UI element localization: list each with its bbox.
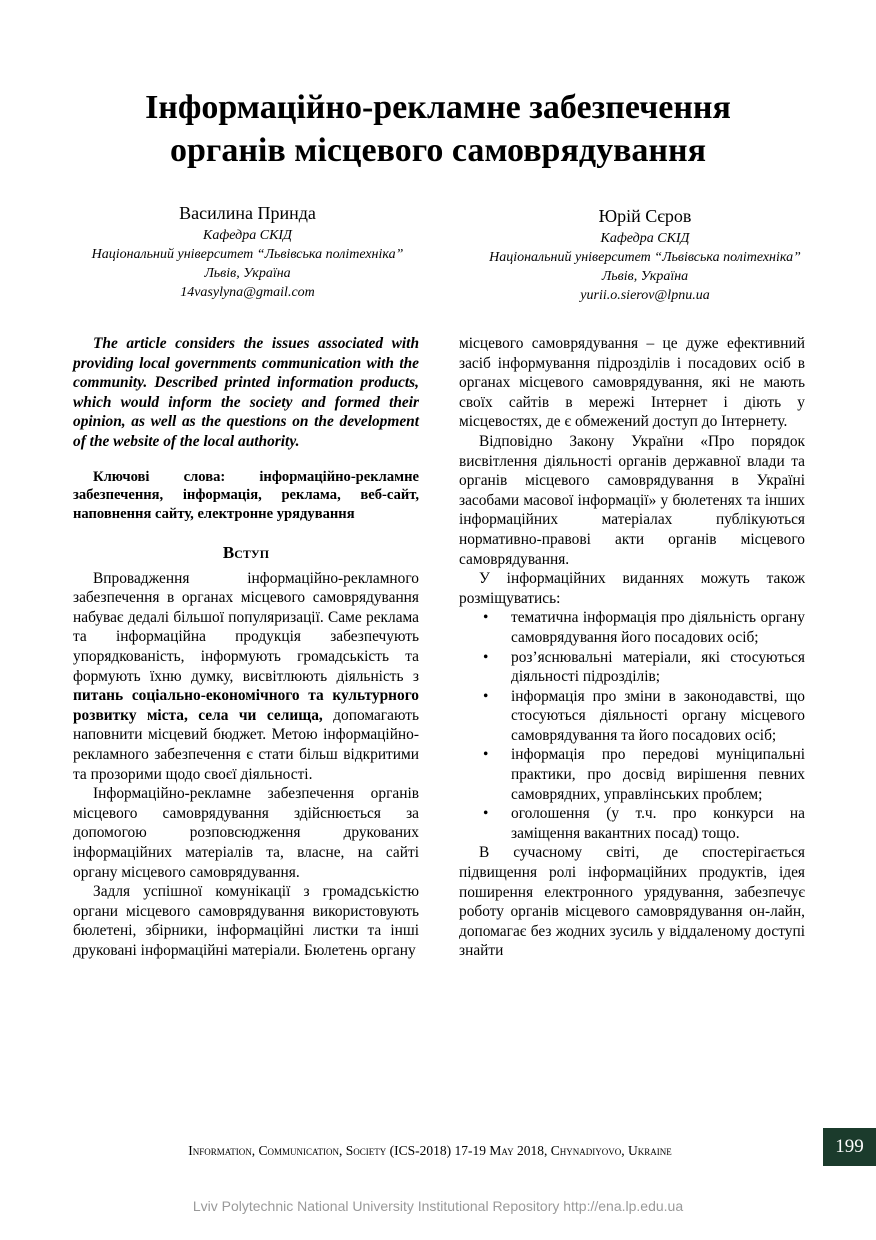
author-city: Львів, Україна — [601, 269, 689, 284]
author-name: Юрій Сєров — [598, 206, 692, 226]
author-block-1 — [40, 200, 455, 302]
list-item-text: тематична інформація про діяльність органу самоврядування його посадових осіб; — [511, 609, 805, 646]
paragraph-text: допомагають наповнити місцевий бюджет. Метою інформаційно-рекламного забезпечення є стати більш відкритими та прозорими щодо своєї діяльності. — [73, 706, 419, 783]
body-paragraph: Задля успішної комунікації з громадськістю органи місцевого самоврядування використовують бюлетені, збірники, інформаційні листки та інші друковані інформаційні матеріали. Бюлетень органу — [73, 883, 419, 959]
author-university: Національний університет “Львівська політехніка” — [91, 247, 404, 262]
title-line-1: Інформаційно-рекламне забезпечення — [145, 89, 731, 126]
list-item-text: роз’яснювальні матеріали, які стосуються діяльності підрозділів; — [511, 648, 805, 686]
author-department: Кафедра СКІД — [203, 228, 292, 243]
list-item-text: оголошення (у т.ч. про конкурси на заміщення вакантних посад) тощо. — [511, 805, 805, 842]
keywords: Ключові слова: інформаційно-рекламне забезпечення, інформація, реклама, веб-сайт, наповнення сайту, електронне урядування — [73, 468, 419, 522]
author-block-2 — [455, 203, 835, 305]
author-city: Львів, Україна — [204, 266, 291, 281]
body-paragraph: У інформаційних виданнях можуть також розміщуватись: — [459, 570, 805, 607]
list-item — [483, 687, 805, 746]
author-university: Національний університет “Львівська політехніка” — [489, 250, 801, 265]
bullet-list — [459, 608, 805, 843]
author-department: Кафедра СКІД — [600, 231, 690, 246]
author-email[interactable]: yurii.o.sierov@lpnu.ua — [580, 288, 710, 303]
section-heading: Вступ — [222, 543, 270, 563]
bullet-icon: • — [483, 609, 489, 627]
bullet-icon: • — [483, 648, 489, 666]
body-paragraph: місцевого самоврядування – це дуже ефективний засіб інформування підрозділів і посадових осіб в органах місцевого самоврядування, які не мають своїх сайтів в мережі Інтернет і діють у місцевостях, де є обмежений доступ до Інтернету. — [459, 335, 805, 431]
repository-link[interactable]: Lviv Polytechnic National University Institutional Repository http://ena.lp.edu.ua — [192, 1198, 684, 1214]
title-line-2: органів місцевого самоврядування — [169, 132, 706, 169]
author-name: Василина Принда — [179, 203, 316, 223]
body-paragraph: Відповідно Закону України «Про порядок висвітлення діяльності органів державної влади та органів місцевого самоврядування в Україні засобами масової інформації» у бюлетенях та інших інформаційних матеріалах публікуються нормативно-правові акти органів місцевого самоврядування. — [459, 432, 805, 568]
page-number-badge: 199 — [823, 1128, 876, 1166]
paper-title — [0, 86, 876, 172]
list-item — [483, 648, 805, 687]
body-paragraph: Інформаційно-рекламне забезпечення органів місцевого самоврядування здійснюється за допомогою розповсюдження друкованих інформаційних матеріалів та, власне, на сайті органу місцевого самоврядування. — [73, 785, 419, 881]
body-paragraph: В сучасному світі, де спостерігається підвищення ролі інформаційних продуктів, ідея поширення електронного урядування, забезпечує роботу органів місцевого самоврядування он-лайн, допомагає без жодних зусиль у віддаленому доступі знайти — [459, 844, 805, 960]
bullet-icon: • — [483, 805, 489, 823]
list-item-text: інформація про передові муніципальні практики, про досвід вирішення певних самоврядних, управлінських проблем; — [511, 746, 805, 803]
list-item-text: інформація про зміни в законодавстві, що стосуються діяльності органу місцевого самоврядування та його посадових осіб; — [511, 687, 805, 744]
bullet-icon: • — [483, 687, 489, 705]
paragraph-text: Впровадження інформаційно-рекламного забезпечення в органах місцевого самоврядування набуває дедалі більшої популяризації. Саме реклама та інформаційна продукція забезпечують упорядкованість, інформують громадськість та формують їхню думку, висвітлюють діяльність з — [73, 569, 419, 685]
list-item — [483, 745, 805, 804]
list-item — [483, 608, 805, 647]
abstract: The article considers the issues associated with providing local governments communication with the community. Described printed information products, which would inform the society and formed their opinion, as well as the questions on the development of the website of the local authority. — [73, 335, 419, 450]
left-column — [73, 334, 419, 961]
list-item — [483, 804, 805, 843]
right-column — [459, 334, 805, 961]
conference-footer: Information, Communication, Society (ICS-2018) 17-19 May 2018, Chynadiyovo, Ukraine — [188, 1143, 672, 1158]
bullet-icon: • — [483, 746, 489, 764]
body-paragraph — [73, 569, 419, 785]
paragraph-bold-text: питань соціально-економічного та культурного розвитку міста, села чи селища, — [73, 687, 419, 724]
author-email[interactable]: 14vasylyna@gmail.com — [180, 285, 315, 300]
